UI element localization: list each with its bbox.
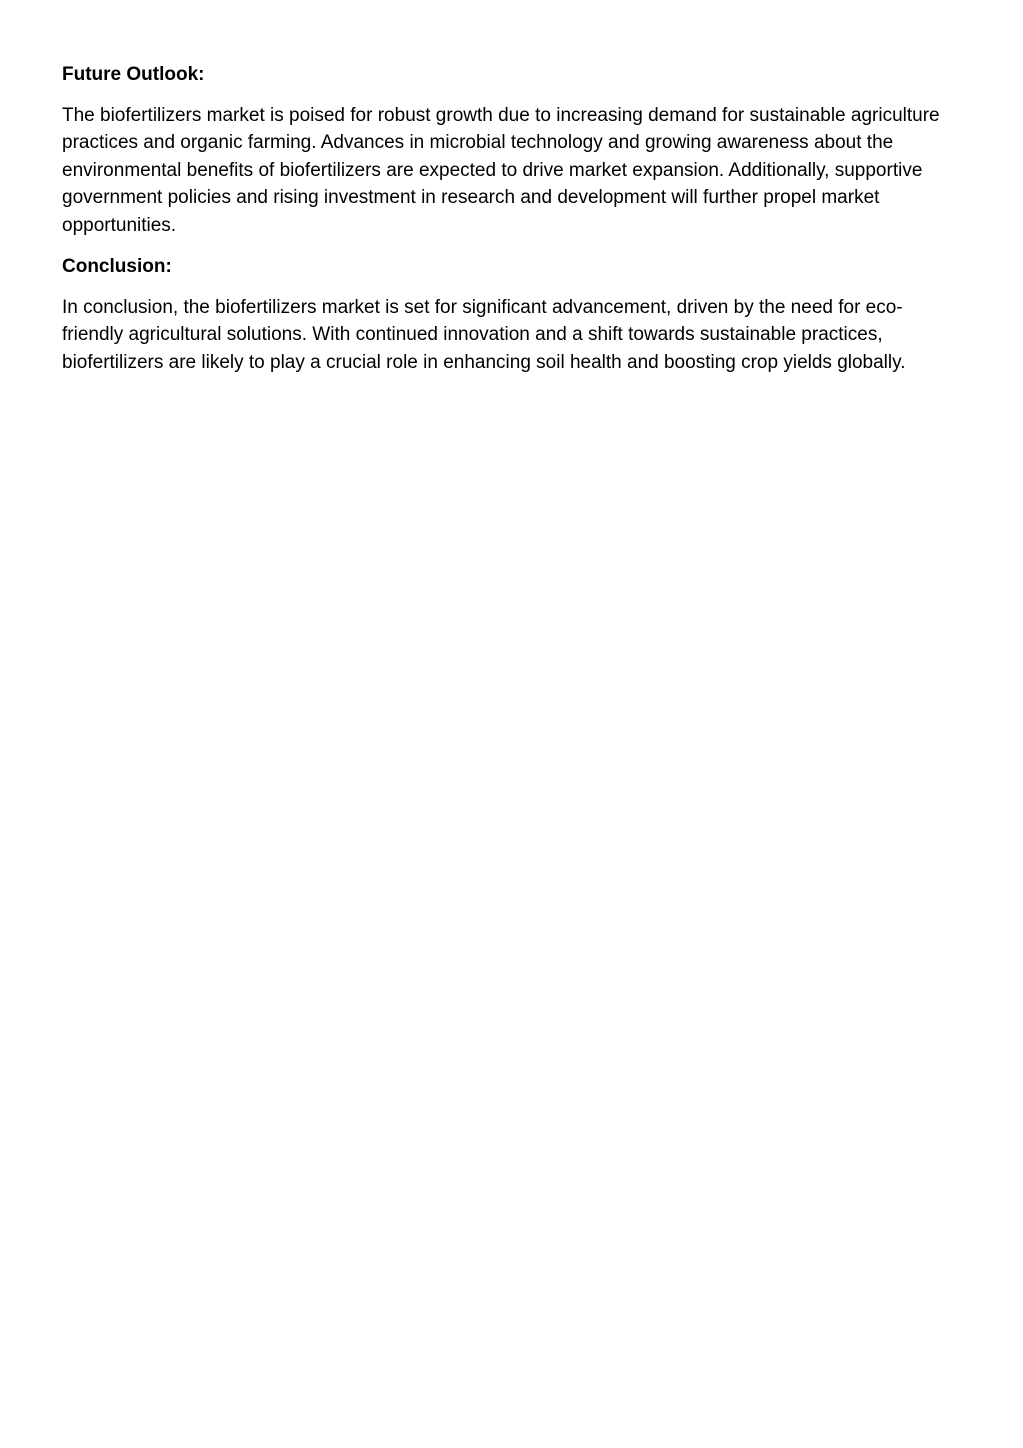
section-future-outlook	[62, 61, 942, 239]
section-body: The biofertilizers market is poised for robust growth due to increasing demand for sustainable agriculture practices and organic farming. Advances in microbial technology and growing awareness about the environmental benefits of biofertilizers are expected to drive market expansion. Additionally, supportive government policies and rising investment in research and development will further propel market opportunities.	[62, 105, 940, 236]
section-conclusion	[62, 253, 942, 376]
section-heading: Future Outlook:	[62, 64, 205, 85]
section-body: In conclusion, the biofertilizers market is set for significant advancement, driven by the need for eco-friendly agricultural solutions. With continued innovation and a shift towards sustainable practices, biofertilizers are likely to play a crucial role in enhancing soil health and boosting crop yields globally.	[62, 297, 906, 373]
section-heading: Conclusion:	[62, 256, 172, 278]
page-content	[62, 61, 942, 376]
